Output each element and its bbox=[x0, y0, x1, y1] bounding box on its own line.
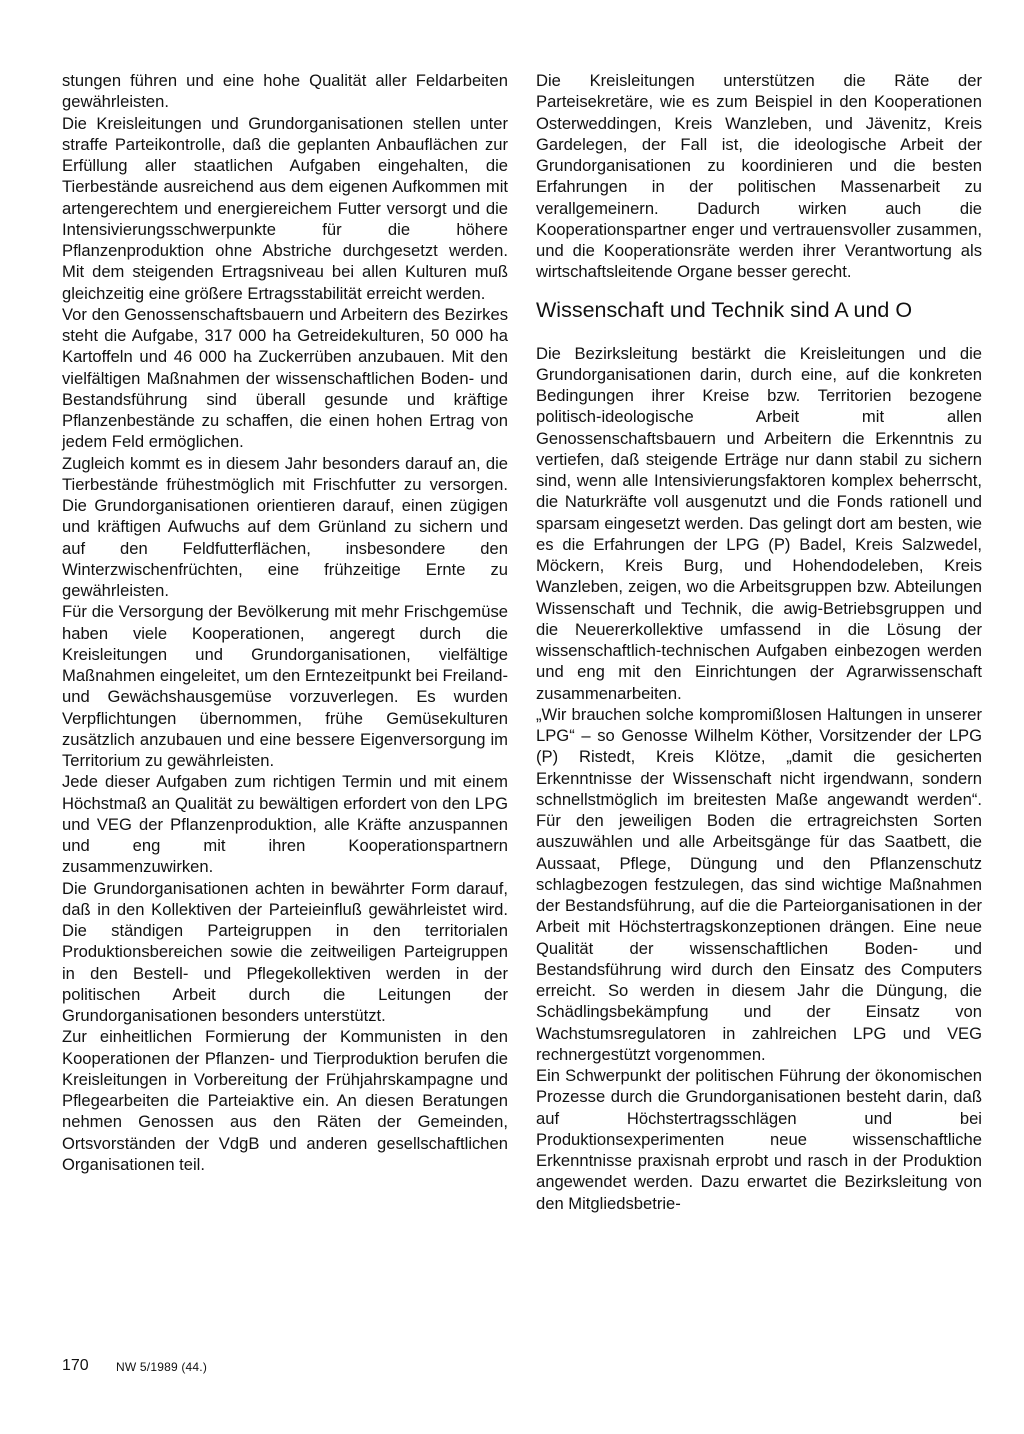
left-paragraph-4: Zugleich kommt es in diesem Jahr besonders darauf an, die Tierbestände frühestmöglich mit Frischfutter zu versorgen. Die Grundorganisationen orientieren darauf, einen zügigen und kräftigen Aufwuchs auf dem Grünland zu sichern und auf den Feldfutterflächen, insbesondere den Winterzwischenfrüchten, eine frühzeitige Ernte zu gewährleisten. bbox=[62, 453, 508, 600]
left-paragraph-2: Die Kreisleitungen und Grundorganisationen stellen unter straffe Parteikontrolle, daß die geplanten Anbauflächen zur Erfüllung aller staatlichen Aufgaben eingehalten, die Tierbestände ausreichend aus dem eigenen Aufkommen mit artengerechtem und energiereichem Futter versorgt und die Intensivierungsschwerpunkte für die höhere Pflanzenproduktion ohne Abstriche durchgesetzt werden. Mit dem steigenden Ertragsniveau bei allen Kulturen muß gleichzeitig eine größere Ertragsstabilität erreicht werden. bbox=[62, 113, 508, 303]
left-paragraph-8: Zur einheitlichen Formierung der Kommunisten in den Kooperationen der Pflanzen- und Tierproduktion berufen die Kreisleitungen in Vorbereitung der Frühjahrskampagne und Pflegearbeiten die Parteiaktive ein. An diesen Beratungen nehmen Genossen aus den Räten der Gemeinden, Ortsvorständen der VdgB und anderen gesellschaftlichen Organisationen teil. bbox=[62, 1027, 508, 1174]
section-heading: Wissenschaft und Technik sind A und O bbox=[536, 297, 913, 322]
right-paragraph-4: Ein Schwerpunkt der politischen Führung der ökonomischen Prozesse durch die Grundorganisationen besteht darin, daß auf Höchstertragsschlägen und bei Produktionsexperimenten neue wissenschaftliche Erkenntnisse praxisnah erprobt und rasch in der Produktion angewendet werden. Dazu erwartet die Bezirksleitung von den Mitgliedsbetrie- bbox=[536, 1066, 982, 1213]
left-paragraph-7: Die Grundorganisationen achten in bewährter Form darauf, daß in den Kollektiven der Parteieinfluß gewährleistet wird. Die ständigen Parteigruppen in den territorialen Produktionsbereichen sowie die zeitweiligen Parteigruppen in den Bestell- und Pflegekollektiven werden in der politischen Arbeit durch die Leitungen der Grundorganisationen besonders unterstützt. bbox=[62, 878, 508, 1025]
left-paragraph-5: Für die Versorgung der Bevölkerung mit mehr Frischgemüse haben viele Kooperationen, angeregt durch die Kreisleitungen und Grundorganisationen, vielfältige Maßnahmen eingeleitet, um den Erntezeitpunkt bei Freiland- und Gewächshausgemüse vorzuverlegen. Es wurden Verpflichtungen übernommen, frühe Gemüsekulturen zusätzlich anzubauen und eine bessere Eigenversorgung im Territorium zu gewährleisten. bbox=[62, 602, 508, 770]
page-number: 170 bbox=[62, 1357, 89, 1374]
left-paragraph-3: Vor den Genossenschaftsbauern und Arbeitern des Bezirkes steht die Aufgabe, 317 000 ha Getreidekulturen, 50 000 ha Kartoffeln und 46 000 ha Zuckerrüben anzubauen. Mit den vielfältigen Maßnahmen der wissenschaftlichen Boden- und Bestandsführung sind überall gesunde und kräftige Pflanzenbestände zu schaffen, die einen hohen Ertrag von jedem Feld ermöglichen. bbox=[62, 304, 508, 452]
issue-reference: NW 5/1989 (44.) bbox=[116, 1360, 208, 1374]
left-column bbox=[62, 70, 508, 1175]
left-paragraph-6: Jede dieser Aufgaben zum richtigen Termin und mit einem Höchstmaß an Qualität zu bewältigen erfordert von den LPG und VEG der Pflanzenproduktion, alle Kräfte anzuspannen und eng mit ihren Kooperationspartnern zusammenzuwirken. bbox=[62, 772, 508, 877]
left-paragraph-1: stungen führen und eine hohe Qualität aller Feldarbeiten gewährleisten. bbox=[62, 71, 508, 112]
right-paragraph-2: Die Bezirksleitung bestärkt die Kreisleitungen und die Grundorganisationen darin, durch eine, auf die konkreten Bedingungen ihrer Kreise bzw. Territorien bezogene politisch-ideologische Arbeit mit allen Genossenschaftsbauern und Arbeitern die Erkenntnis zu vertiefen, daß steigende Erträge nur dann stabil zu sichern sind, wenn alle Intensivierungsfaktoren komplex beherrscht, die Naturkräfte voll ausgenutzt und die Fonds rationell und sparsam eingesetzt werden. Das gelingt dort am besten, wie es die Erfahrungen der LPG (P) Badel, Kreis Salzwedel, Möckern, Kreis Burg, und Hohendodeleben, Kreis Wanzleben, zeigen, wo die Arbeitsgruppen bzw. Abteilungen Wissenschaft und Technik, die awig-Betriebsgruppen und die Neuererkollektive umfassend in die Lösung der wissenschaftlich-technischen Aufgaben einbezogen werden und eng mit den Einrichtungen der Agrarwissenschaft zusammenarbeiten. bbox=[536, 343, 982, 703]
right-paragraph-3: „Wir brauchen solche kompromißlosen Haltungen in unserer LPG“ – so Genosse Wilhelm Köther, Vorsitzender der LPG (P) Ristedt, Kreis Klötze, „damit die gesicherten Erkenntnisse der Wissenschaft nicht irgendwann, sondern schnellstmöglich im breitesten Maße angewandt werden“. Für den jeweiligen Boden die ertragreichsten Sorten auszuwählen und alle Arbeitsgänge für das Saatbett, die Aussaat, Pflege, Düngung und den Pflanzenschutz schlagbezogen festzulegen, das sind wichtige Maßnahmen der Bestandsführung, auf die die Parteiorganisationen in der Arbeit mit Höchstertragskonzeptionen drängen. Eine neue Qualität der wissenschaftlichen Boden- und Bestandsführung wird durch den Einsatz des Computers erreicht. So werden in diesem Jahr die Düngung, die Schädlingsbekämpfung und der Einsatz von Wachstumsregulatoren in zahlreichen LPG und VEG rechnergestützt vorgenommen. bbox=[536, 704, 982, 1064]
right-paragraph-1: Die Kreisleitungen unterstützen die Räte der Parteisekretäre, wie es zum Beispiel in den Kooperationen Osterweddingen, Kreis Wanzleben, und Jävenitz, Kreis Gardelegen, der Fall ist, die ideologische Arbeit der Grundorganisationen zu koordinieren und die besten Erfahrungen in der politischen Massenarbeit zu verallgemeinern. Dadurch wirken auch die Kooperationspartner enger und vertrauensvoller zusammen, und die Kooperationsräte werden ihrer Verantwortung als wirtschaftsleitende Organe besser gerecht. bbox=[536, 71, 982, 282]
right-column bbox=[536, 70, 982, 1214]
